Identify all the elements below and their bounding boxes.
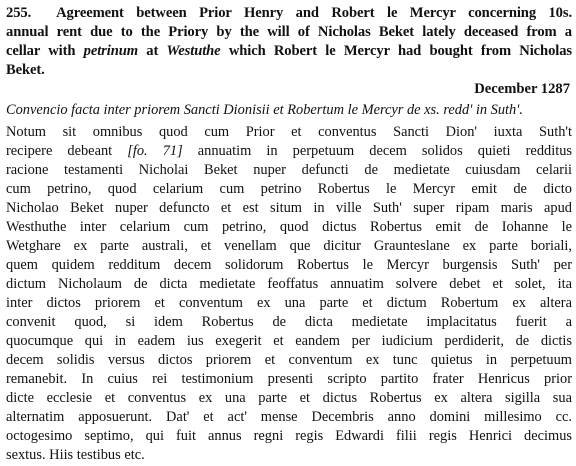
body-line-6: Westhuthe inter celarium cum petrino, quod dictus Robertus emit de Iohanne le: [6, 219, 572, 235]
body-line-11: convenit quod, si idem Robertus de dicta medietate implacitatus fuerit a: [6, 314, 572, 330]
entry-heading: [6, 4, 572, 80]
heading-text-3a: cellar with: [6, 43, 84, 59]
body-line-10: inter dictos priorem et conventum ex una parte et dictum Robertum ex altera: [6, 295, 572, 311]
heading-place-westuthe: Westuthe: [166, 43, 221, 59]
body-line-7: Wetghare ex parte australi, et venellam que dicitur Graunteslane ex parte boriali,: [6, 238, 572, 254]
heading-line-3: [6, 42, 572, 61]
body-line-18: sextus. Hiis testibus etc.: [6, 447, 145, 463]
folio-reference: [fo. 71]: [127, 143, 183, 159]
heading-text-3c: which Robert le Mercyr had bought from Nicholas: [220, 43, 572, 59]
body-line-15: dicte ecclesie et conventus ex una parte et dictus Robertus ex altera sigilla sua: [6, 390, 572, 406]
body-line-9: dictum Nicholaum de dicta medietate feoffatus annuatim solvere debet et solet, ita: [6, 276, 572, 292]
latin-body: [6, 123, 572, 465]
heading-line-2: annual rent due to the Priory by the will of Nicholas Beket lately deceased from a: [6, 24, 572, 40]
body-line-8: quem quidem redditum decem solidorum Robertus le Mercyr burgensis Suth' per: [6, 257, 572, 273]
entry-number: 255.: [6, 5, 32, 21]
body-line-16: alternatim apposuerunt. Dat' et act' mense Decembris anno domini millesimo cc.: [6, 409, 572, 425]
entry-date: December 1287: [474, 81, 570, 97]
heading-line-1: [6, 4, 572, 23]
body-line-14: remanebit. In cuius rei testimonium presenti scripto partito frater Henricus prior: [6, 371, 572, 387]
body-line-3: racione testamenti Nicholai Beket nuper defuncti de medietate cuiusdam celarii: [6, 162, 572, 178]
body-line-2-end: annuatim in perpetuum decem solidos quieti redditus: [182, 143, 572, 159]
heading-text-3b: at: [138, 43, 167, 59]
heading-text-1: Agreement between Prior Henry and Robert le Mercyr concerning 10s.: [56, 5, 573, 21]
body-line-5: Nicholao Beket nuper defuncto et est situm in ville Suth' super ripam maris apud: [6, 200, 572, 216]
heading-line-4: Beket.: [6, 62, 45, 78]
body-line-12: quocumque qui in eadem ius exegerit et eandem per iudicium perdiderit, de dictis: [6, 333, 572, 349]
body-line-17: octogesimo septimo, qui fuit annus regni regis Edwardi filii regis Henrici decimus: [6, 428, 572, 444]
body-line-4: cum petrino, quod celarium cum petrino Robertus le Mercyr emit de dicto: [6, 181, 572, 197]
body-line-1: Notum sit omnibus quod cum Prior et conventus Sancti Dion' iuxta Suth't: [6, 124, 572, 140]
body-line-13: decem solidis versus dictos priorem et conventum ex tunc quietus in perpetuum: [6, 352, 572, 368]
latin-title: Convencio facta inter priorem Sancti Dionisii et Robertum le Mercyr de xs. redd' in Suth'.: [6, 102, 523, 118]
body-line-2-start: recipere debeant: [6, 143, 128, 159]
body-line-2: [6, 142, 572, 161]
heading-term-petrinum: petrinum: [83, 43, 139, 59]
